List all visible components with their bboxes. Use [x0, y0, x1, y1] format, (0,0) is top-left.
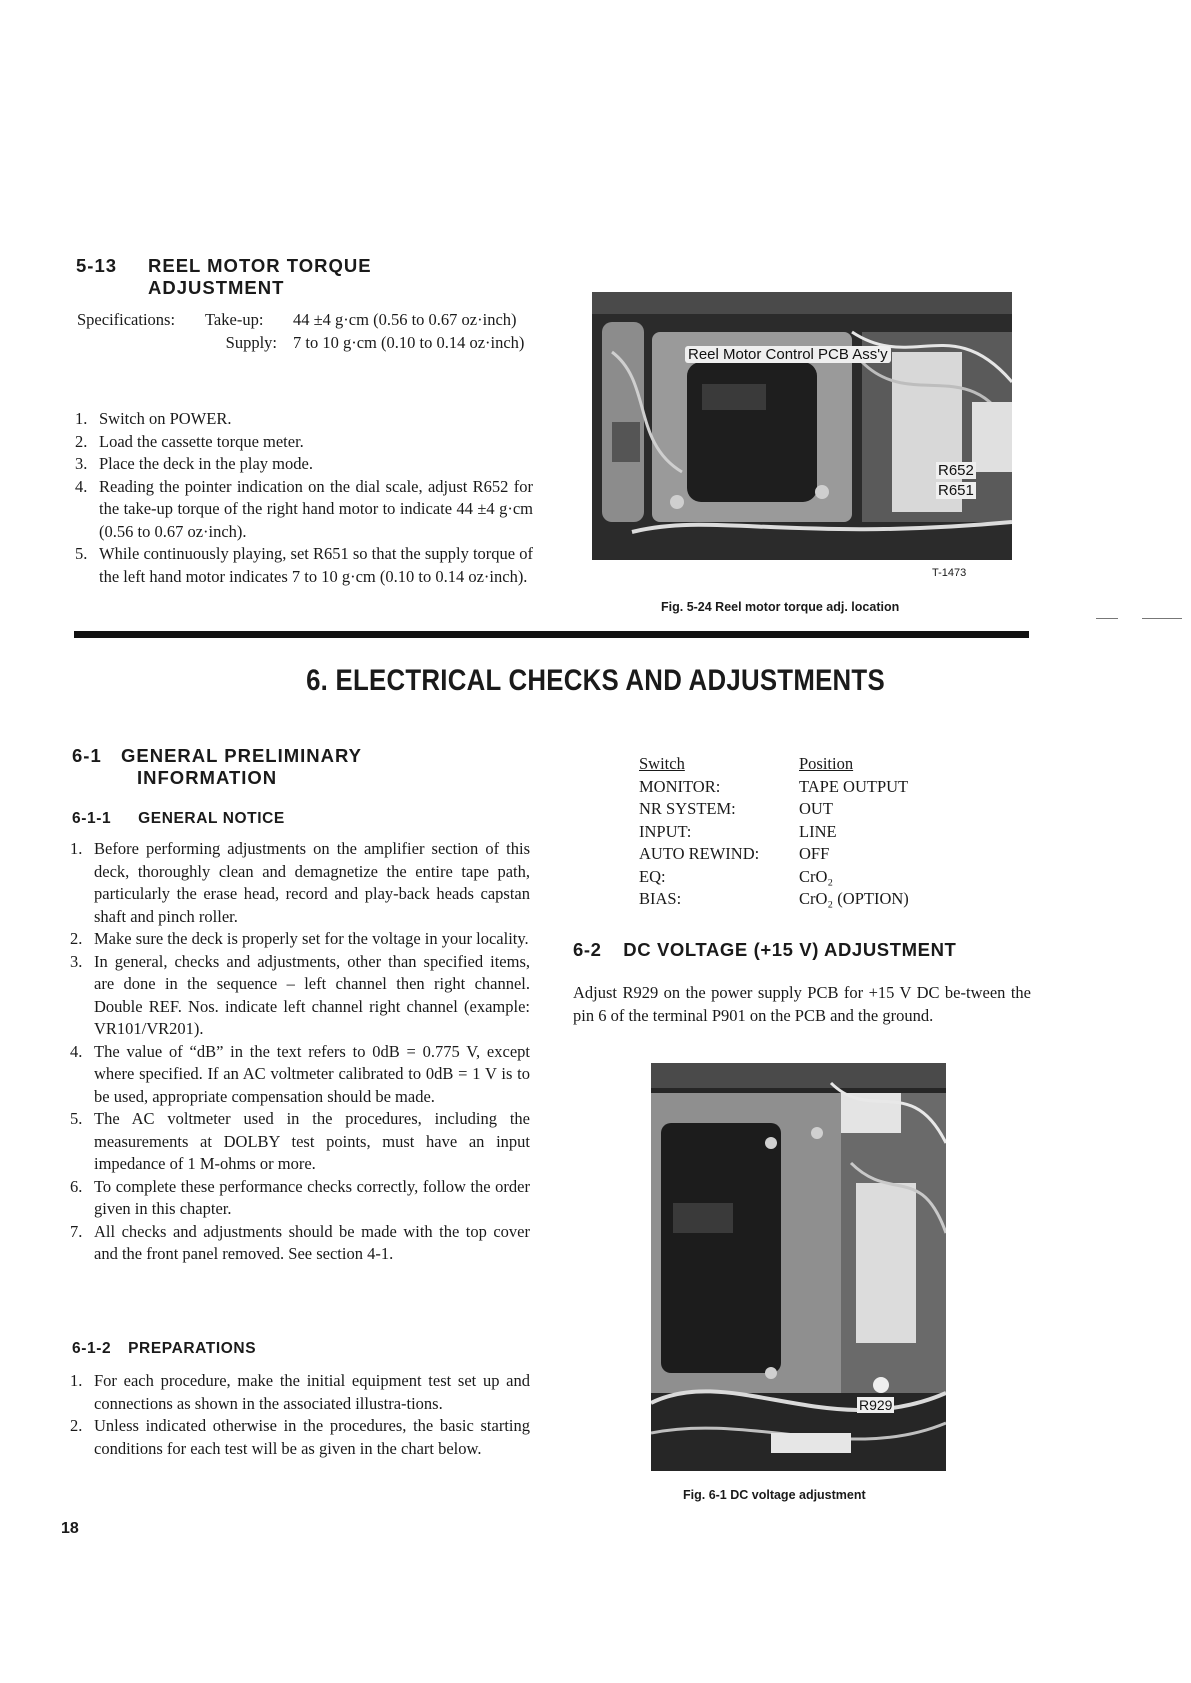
label-r652: R652 [938, 462, 974, 479]
list-item: 1. Before performing adjustments on the amplifier section of this deck, thoroughly clean and demagnetize the entire tape path, particularly the erase head, record and play-back heads capstan shaft and pinch roller. [70, 839, 530, 926]
subsection-6-1-1-number: 6-1-1 [72, 810, 112, 827]
general-notice-steps [70, 838, 530, 1266]
torque-steps [75, 408, 533, 588]
takeup-label: Take-up: [205, 310, 264, 329]
list-item: 1. For each procedure, make the initial equipment test set up and connections as shown in the associated illustra-tions. [70, 1371, 530, 1413]
section-divider [74, 631, 1029, 638]
figure-5-24-caption: Fig. 5-24 Reel motor torque adj. location [661, 600, 900, 614]
page-number: 18 [61, 1520, 79, 1537]
label-r651: R651 [938, 482, 974, 499]
section-6-2-title: DC VOLTAGE (+15 V) ADJUSTMENT [623, 939, 957, 960]
supply-value: 7 to 10 g·cm (0.10 to 0.14 oz·inch) [293, 332, 525, 352]
list-item: 5. While continuously playing, set R651 so that the supply torque of the left hand motor indicates 7 to 10 g·cm (0.10 to 0.14 oz·inch). [75, 544, 533, 586]
list-item: 4. Reading the pointer indication on the dial scale, adjust R652 for the take-up torque of the right hand motor to indicate 44 ±4 g·cm (0.56 to 0.67 oz·inch). [75, 476, 533, 541]
header-switch: Switch [639, 754, 685, 773]
section-6-2-body: Adjust R929 on the power supply PCB for +15 V DC be-tween the pin 6 of the terminal P901 on the PCB and the ground. [573, 983, 1031, 1025]
section-6-2-number: 6-2 [573, 939, 602, 960]
list-item: 2. Make sure the deck is properly set for the voltage in your locality. [70, 929, 529, 948]
dc-voltage-photo [651, 1063, 946, 1471]
table-row: EQ: CrO₂ [639, 866, 834, 886]
supply-label: Supply: [225, 332, 277, 352]
subsection-6-1-1 [72, 810, 285, 828]
list-item: 1. Switch on POWER. [75, 409, 232, 428]
table-row: AUTO REWIND: OFF [639, 844, 830, 863]
table-header-row [639, 753, 909, 776]
chapter-title: 6. ELECTRICAL CHECKS AND ADJUSTMENTS [306, 664, 885, 697]
table-row: NR SYSTEM: OUT [639, 799, 833, 818]
subsection-6-1-2-number: 6-1-2 [72, 1340, 112, 1357]
section-6-1-title-line1: GENERAL PRELIMINARY [121, 745, 363, 766]
section-5-13-number: 5-13 [76, 255, 118, 276]
switch-position-table [639, 753, 909, 911]
table-row: BIAS: CrO₂ (OPTION) [639, 889, 909, 908]
preparation-steps [70, 1370, 530, 1460]
section-6-2-heading [573, 939, 956, 961]
reel-motor-photo [592, 292, 1012, 560]
margin-mark [1142, 618, 1182, 619]
section-6-1-title-line2: INFORMATION [137, 767, 278, 788]
section-5-13-title [148, 255, 372, 299]
subsection-6-1-2-title: PREPARATIONS [128, 1340, 257, 1357]
list-item: 7. All checks and adjustments should be made with the top cover and the front panel removed. See section 4-1. [70, 1221, 530, 1263]
reel-motor-photo-drawing [592, 292, 1012, 560]
list-item: 4. The value of “dB” in the text refers to 0dB = 0.775 V, except where specified. If an AC voltmeter calibrated to 0dB = 1 V is to be used, appropriate compensation should be made. [70, 1041, 530, 1106]
dc-voltage-photo-drawing [651, 1063, 946, 1471]
spec-label: Specifications: [77, 310, 176, 329]
table-row: MONITOR: TAPE OUTPUT [639, 776, 909, 796]
subsection-6-1-2 [72, 1340, 256, 1358]
list-item: 2. Unless indicated otherwise in the procedures, the basic starting conditions for each test will be as given in the chart below. [70, 1416, 530, 1458]
section-6-1-title [121, 745, 362, 789]
specifications [77, 309, 537, 354]
figure-code: T-1473 [932, 567, 967, 579]
list-item: 2. Load the cassette torque meter. [75, 431, 304, 451]
section-6-1-number: 6-1 [72, 745, 102, 766]
label-r929: R929 [859, 1397, 893, 1413]
section-5-13-title-line2: ADJUSTMENT [148, 277, 285, 298]
list-item: 3. Place the deck in the play mode. [75, 454, 313, 473]
margin-mark [1096, 618, 1118, 619]
table-row: INPUT: LINE [639, 821, 837, 841]
header-position: Position [799, 754, 854, 773]
subsection-6-1-1-title: GENERAL NOTICE [138, 810, 285, 827]
section-5-13-title-line1: REEL MOTOR TORQUE [148, 255, 372, 276]
list-item: 3. In general, checks and adjustments, other than specified items, are done in the sequence – left channel then right channel. Double REF. Nos. indicate left channel right channel (example: VR101/VR201). [70, 951, 530, 1038]
list-item: 6. To complete these performance checks correctly, follow the order given in this chapter. [70, 1176, 530, 1218]
figure-6-1-caption: Fig. 6-1 DC voltage adjustment [683, 1488, 866, 1502]
list-item: 5. The AC voltmeter used in the procedures, including the measurements at DOLBY test points, must have an input impedance of 1 M-ohms or more. [70, 1109, 530, 1173]
takeup-value: 44 ±4 g·cm (0.56 to 0.67 oz·inch) [293, 310, 517, 329]
label-reel-motor-pcb: Reel Motor Control PCB Ass'y [685, 346, 891, 363]
